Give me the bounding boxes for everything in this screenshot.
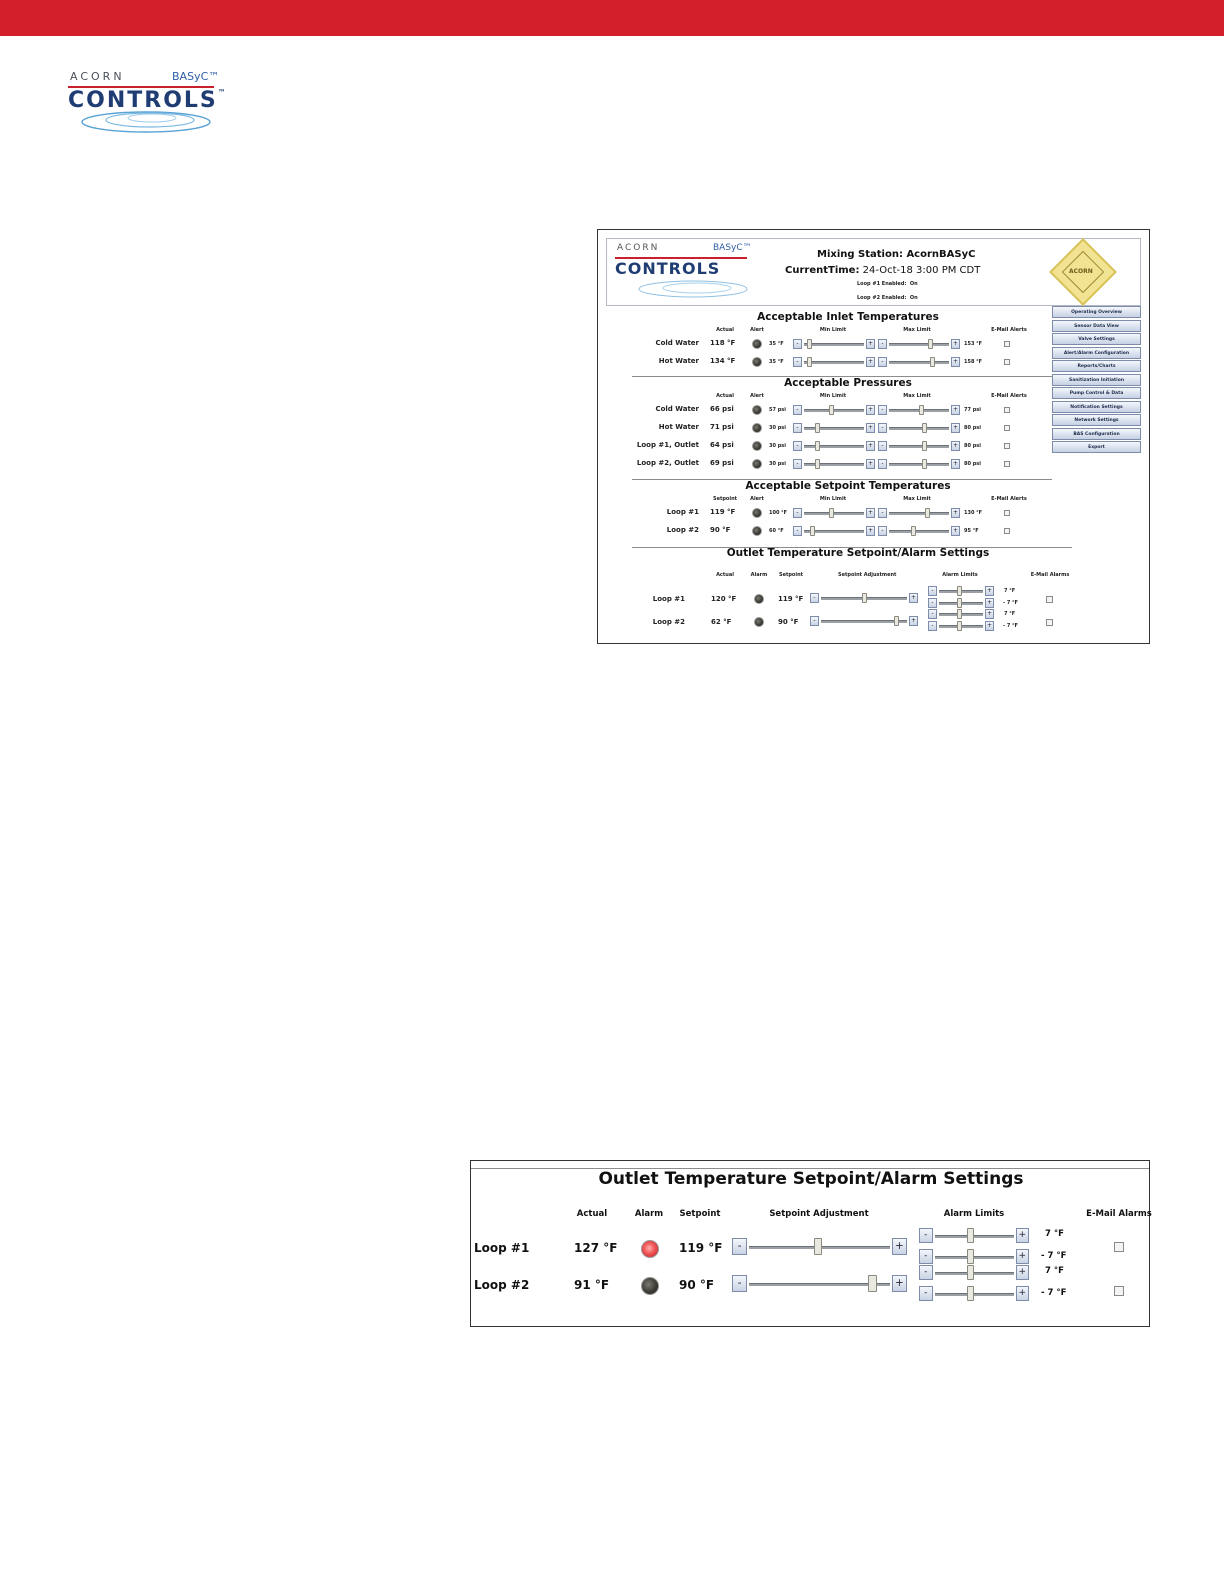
zoom-row-1-email-checkbox[interactable] <box>1114 1242 1124 1252</box>
pressures-row-1-min-minus-button[interactable]: - <box>793 405 802 415</box>
zoom-row-2-setpoint-adjust-plus-button[interactable]: + <box>892 1275 907 1292</box>
outlet-col-alarm: Alarm <box>750 572 768 578</box>
pressures-row-3-min-slider-thumb[interactable] <box>815 441 820 451</box>
pressures-row-4-email-checkbox[interactable] <box>1004 461 1010 467</box>
badge-text: ACORN <box>1069 268 1093 275</box>
outlet-row-1-alarm-led-icon <box>754 594 764 604</box>
pressures-row-3-alert-led-icon <box>752 441 762 451</box>
outlet-row-1-email-checkbox[interactable] <box>1046 596 1053 603</box>
outlet-row-2-label: Loop #2 <box>652 618 685 626</box>
zoom-row-2-setpoint: 90 °F <box>679 1278 715 1292</box>
nav-item-notification-settings[interactable]: Notification Settings <box>1052 401 1141 413</box>
inlet-row-1-actual: 118 °F <box>710 339 736 347</box>
inlet-row-2-min-slider-track[interactable] <box>804 361 864 364</box>
pressures-row-3-min-value: 30 psi <box>769 443 786 449</box>
current-time-value: 24-Oct-18 3:00 PM CDT <box>862 265 981 276</box>
nav-item-alert-alarm-configuration[interactable]: Alert/Alarm Configuration <box>1052 347 1141 359</box>
pressures-col-min-limit: Min Limit <box>819 393 847 399</box>
setpoint-col-alert: Alert <box>750 496 764 502</box>
current-time: CurrentTime: 24-Oct-18 3:00 PM CDT <box>785 265 981 276</box>
pressures-row-4-max-plus-button[interactable]: + <box>952 460 959 467</box>
nav-item-export[interactable]: Export <box>1052 441 1141 453</box>
zoom-col-setpoint: Setpoint <box>679 1209 721 1219</box>
pressures-row-3-min-slider-track[interactable] <box>804 445 864 448</box>
zoom-row-1-alarm-low-slider-thumb[interactable] <box>967 1249 975 1264</box>
pressures-row-3-max-value: 80 psi <box>964 443 981 449</box>
setpoint-row-1-max-slider-thumb[interactable] <box>925 508 930 518</box>
outlet-settings-zoom-screenshot <box>470 1160 1150 1327</box>
zoom-row-1-actual: 127 °F <box>574 1241 618 1255</box>
zoom-row-1-alarm-high-slider-thumb[interactable] <box>967 1228 975 1243</box>
outlet-col-actual: Actual <box>716 572 734 578</box>
pressures-row-1-max-value: 77 psi <box>964 407 981 413</box>
zoom-col-actual: Actual <box>576 1209 608 1219</box>
nav-item-operating-overview[interactable]: Operating Overview <box>1052 306 1141 318</box>
zoom-row-1-setpoint-adjust-slider-thumb[interactable] <box>814 1238 823 1255</box>
nav-item-bas-configuration[interactable]: BAS Configuration <box>1052 428 1141 440</box>
pressures-row-3-min-minus-button[interactable]: - <box>793 441 802 451</box>
outlet-col-e-mail-alarms: E-Mail Alarms <box>1030 572 1070 578</box>
inlet-row-1-max-minus-button[interactable]: - <box>878 339 887 349</box>
pressures-row-4-max-minus-button[interactable]: - <box>878 459 887 469</box>
pressures-row-4-actual: 69 psi <box>710 459 734 467</box>
pressures-row-2-max-plus-button[interactable]: + <box>952 424 959 431</box>
outlet-row-2-alarm-high-value: 7 °F <box>1004 611 1016 617</box>
outlet-col-alarm-limits: Alarm Limits <box>942 572 978 578</box>
outlet-row-1-setpoint-adjust-minus-button[interactable]: - <box>810 593 819 603</box>
zoom-row-1-setpoint-adjust-plus-button[interactable]: + <box>892 1238 907 1255</box>
inlet-row-1-min-slider-track[interactable] <box>804 343 864 346</box>
outlet-row-2-email-checkbox[interactable] <box>1046 619 1053 626</box>
outlet-row-1-setpoint-adjust-slider-thumb[interactable] <box>862 593 867 603</box>
inlet-row-1-min-minus-button[interactable]: - <box>793 339 802 349</box>
inlet-col-alert: Alert <box>750 327 764 333</box>
outlet-row-1-alarm-low-minus-button[interactable]: - <box>928 598 937 608</box>
outlet-row-1-actual: 120 °F <box>711 595 737 603</box>
setpoint-row-1-min-slider-thumb[interactable] <box>829 508 834 518</box>
setpoint-row-1-label: Loop #1 <box>666 508 699 516</box>
pressures-row-3-max-minus-button[interactable]: - <box>878 441 887 451</box>
inlet-row-1-max-value: 153 °F <box>964 341 983 347</box>
zoom-row-2-alarm-low-slider-thumb[interactable] <box>967 1286 975 1301</box>
setpoint-col-min-limit: Min Limit <box>819 496 847 502</box>
setpoint-row-2-email-checkbox[interactable] <box>1004 528 1010 534</box>
zoom-row-2-alarm-led-icon <box>641 1277 659 1295</box>
dashboard-header <box>606 238 1141 306</box>
loop1-enabled: Loop #1 Enabled: On <box>857 281 918 287</box>
pressures-row-3-max-plus-button[interactable]: + <box>952 442 959 449</box>
setpoint-row-2-max-value: 95 °F <box>964 528 979 534</box>
pressures-row-1-min-slider-track[interactable] <box>804 409 864 412</box>
setpoint-row-2-min-value: 60 °F <box>769 528 784 534</box>
pressures-row-2-actual: 71 psi <box>710 423 734 431</box>
pressures-row-2-alert-led-icon <box>752 423 762 433</box>
setpoint-section-title: Acceptable Setpoint Temperatures <box>745 480 951 492</box>
pressures-row-2-label: Hot Water <box>658 423 699 431</box>
inlet-row-2-max-minus-button[interactable]: - <box>878 357 887 367</box>
setpoint-row-1-max-slider-track[interactable] <box>889 512 949 515</box>
pressures-row-3-min-plus-button[interactable]: + <box>867 442 874 449</box>
pressures-row-1-max-slider-thumb[interactable] <box>919 405 924 415</box>
pressures-row-1-actual: 66 psi <box>710 405 734 413</box>
pressures-row-4-min-value: 30 psi <box>769 461 786 467</box>
pressures-col-max-limit: Max Limit <box>903 393 931 399</box>
zoom-row-2-label: Loop #2 <box>474 1278 530 1292</box>
zoom-col-alarm: Alarm <box>634 1209 664 1219</box>
pressures-row-1-label: Cold Water <box>655 405 699 413</box>
pressures-row-4-alert-led-icon <box>752 459 762 469</box>
zoom-col-alarm-limits: Alarm Limits <box>943 1209 1005 1219</box>
pressures-row-3-actual: 64 psi <box>710 441 734 449</box>
outlet-row-1-alarm-high-value: 7 °F <box>1004 588 1016 594</box>
pressures-row-2-email-checkbox[interactable] <box>1004 425 1010 431</box>
zoom-row-2-alarm-high-slider-thumb[interactable] <box>967 1265 975 1280</box>
zoom-row-2-alarm-low-plus-button[interactable]: + <box>1016 1286 1030 1301</box>
inlet-row-2-email-checkbox[interactable] <box>1004 359 1010 365</box>
pressures-row-4-min-slider-thumb[interactable] <box>815 459 820 469</box>
inlet-row-1-max-slider-thumb[interactable] <box>928 339 933 349</box>
nav-item-sanitization-initiation[interactable]: Sanitization Initiation <box>1052 374 1141 386</box>
pressures-row-4-min-minus-button[interactable]: - <box>793 459 802 469</box>
outlet-row-2-alarm-low-plus-button[interactable]: + <box>986 622 993 629</box>
basyc-dashboard-screenshot <box>597 229 1150 644</box>
pressures-row-2-min-slider-track[interactable] <box>804 427 864 430</box>
pressures-row-1-min-slider-thumb[interactable] <box>829 405 834 415</box>
inlet-row-2-max-slider-track[interactable] <box>889 361 949 364</box>
loop2-enabled: Loop #2 Enabled: On <box>857 295 918 301</box>
outlet-row-1-alarm-high-slider-thumb[interactable] <box>957 586 962 596</box>
zoom-row-2-email-checkbox[interactable] <box>1114 1286 1124 1296</box>
dashboard-logo-basyc: BASyC™ <box>713 243 752 253</box>
pressures-row-2-min-slider-thumb[interactable] <box>815 423 820 433</box>
setpoint-row-2-min-plus-button[interactable]: + <box>867 527 874 534</box>
setpoint-row-2-max-slider-thumb[interactable] <box>911 526 916 536</box>
inlet-row-1-email-checkbox[interactable] <box>1004 341 1010 347</box>
zoom-row-1-alarm-high-plus-button[interactable]: + <box>1016 1228 1030 1243</box>
zoom-row-2-alarm-low-minus-button[interactable]: - <box>919 1286 933 1301</box>
pressures-row-1-email-checkbox[interactable] <box>1004 407 1010 413</box>
pressures-row-4-min-plus-button[interactable]: + <box>867 460 874 467</box>
pressures-row-3-max-slider-thumb[interactable] <box>922 441 927 451</box>
zoom-row-1-alarm-low-plus-button[interactable]: + <box>1016 1249 1030 1264</box>
inlet-row-2-max-slider-thumb[interactable] <box>930 357 935 367</box>
setpoint-col-max-limit: Max Limit <box>903 496 931 502</box>
zoom-col-e-mail-alarms: E-Mail Alarms <box>1086 1209 1152 1219</box>
setpoint-col-e-mail-alerts: E-Mail Alerts <box>991 496 1027 502</box>
inlet-row-2-min-plus-button[interactable]: + <box>867 358 874 365</box>
pressures-row-2-min-plus-button[interactable]: + <box>867 424 874 431</box>
inlet-col-actual: Actual <box>716 327 734 333</box>
outlet-col-setpoint: Setpoint <box>778 572 804 578</box>
zoom-section-title: Outlet Temperature Setpoint/Alarm Settings <box>598 1169 1024 1189</box>
pressures-row-2-max-value: 80 psi <box>964 425 981 431</box>
outlet-row-1-alarm-low-plus-button[interactable]: + <box>986 599 993 606</box>
outlet-row-2-alarm-low-minus-button[interactable]: - <box>928 621 937 631</box>
inlet-row-2-max-value: 158 °F <box>964 359 983 365</box>
pressures-row-4-max-slider-thumb[interactable] <box>922 459 927 469</box>
dashboard-logo-ripples-icon <box>629 279 749 301</box>
outlet-row-1-alarm-high-minus-button[interactable]: - <box>928 586 937 596</box>
setpoint-row-1-min-minus-button[interactable]: - <box>793 508 802 518</box>
pressures-row-1-alert-led-icon <box>752 405 762 415</box>
pressures-row-3-email-checkbox[interactable] <box>1004 443 1010 449</box>
setpoint-row-1-max-plus-button[interactable]: + <box>952 509 959 516</box>
nav-item-pump-control-data[interactable]: Pump Control & Data <box>1052 387 1141 399</box>
outlet-row-2-alarm-low-value: - 7 °F <box>1003 623 1018 629</box>
outlet-row-1-alarm-low-value: - 7 °F <box>1003 600 1018 606</box>
setpoint-row-1-max-minus-button[interactable]: - <box>878 508 887 518</box>
zoom-row-1-alarm-low-value: - 7 °F <box>1041 1251 1067 1261</box>
zoom-row-2-alarm-low-value: - 7 °F <box>1041 1288 1067 1298</box>
pressures-row-1-min-value: 57 psi <box>769 407 786 413</box>
outlet-row-1-setpoint: 119 °F <box>778 595 804 603</box>
pressures-row-2-max-slider-thumb[interactable] <box>922 423 927 433</box>
pressures-row-4-max-value: 80 psi <box>964 461 981 467</box>
pressures-col-actual: Actual <box>716 393 734 399</box>
inlet-row-1-max-slider-track[interactable] <box>889 343 949 346</box>
outlet-row-2-alarm-led-icon <box>754 617 764 627</box>
zoom-col-setpoint-adjustment: Setpoint Adjustment <box>769 1209 869 1219</box>
setpoint-col-setpoint: Setpoint <box>712 496 738 502</box>
nav-item-reports-charts[interactable]: Reports/Charts <box>1052 360 1141 372</box>
zoom-row-2-setpoint-adjust-minus-button[interactable]: - <box>732 1275 747 1292</box>
outlet-row-2-alarm-high-minus-button[interactable]: - <box>928 609 937 619</box>
setpoint-row-1-alert-led-icon <box>752 508 762 518</box>
inlet-row-1-alert-led-icon <box>752 339 762 349</box>
acorn-controls-logo <box>68 68 226 140</box>
outlet-col-setpoint-adjustment: Setpoint Adjustment <box>838 572 897 578</box>
logo-water-ripples-icon <box>68 108 214 138</box>
inlet-row-2-max-plus-button[interactable]: + <box>952 358 959 365</box>
zoom-row-2-actual: 91 °F <box>574 1278 610 1292</box>
pressures-row-4-max-slider-track[interactable] <box>889 463 949 466</box>
pressures-row-2-max-slider-track[interactable] <box>889 427 949 430</box>
inlet-col-max-limit: Max Limit <box>903 327 931 333</box>
zoom-row-1-alarm-led-icon <box>641 1240 659 1258</box>
pressures-row-3-max-slider-track[interactable] <box>889 445 949 448</box>
outlet-row-2-setpoint-adjust-minus-button[interactable]: - <box>810 616 819 626</box>
outlet-row-2-alarm-high-slider-thumb[interactable] <box>957 609 962 619</box>
setpoint-row-1-max-value: 130 °F <box>964 510 983 516</box>
setpoint-row-1-min-plus-button[interactable]: + <box>867 509 874 516</box>
inlet-row-2-min-value: 35 °F <box>769 359 784 365</box>
zoom-row-1-alarm-high-minus-button[interactable]: - <box>919 1228 933 1243</box>
outlet-row-1-label: Loop #1 <box>652 595 685 603</box>
inlet-row-2-actual: 134 °F <box>710 357 736 365</box>
zoom-row-2-alarm-high-plus-button[interactable]: + <box>1016 1265 1030 1280</box>
setpoint-row-2-max-slider-track[interactable] <box>889 530 949 533</box>
logo-basyc-text: BASyC™ <box>172 70 220 83</box>
pressures-col-alert: Alert <box>750 393 764 399</box>
pressures-row-4-min-slider-track[interactable] <box>804 463 864 466</box>
zoom-row-2-alarm-high-minus-button[interactable]: - <box>919 1265 933 1280</box>
brand-header-bar <box>0 0 1224 36</box>
outlet-row-1-alarm-low-slider-thumb[interactable] <box>957 598 962 608</box>
inlet-row-1-max-plus-button[interactable]: + <box>952 340 959 347</box>
inlet-row-2-label: Hot Water <box>658 357 699 365</box>
outlet-row-2-alarm-low-slider-thumb[interactable] <box>957 621 962 631</box>
outlet-row-2-setpoint-adjust-plus-button[interactable]: + <box>910 617 917 624</box>
setpoint-row-2-min-minus-button[interactable]: - <box>793 526 802 536</box>
setpoint-row-2-label: Loop #2 <box>666 526 699 534</box>
outlet-row-1-alarm-high-plus-button[interactable]: + <box>986 587 993 594</box>
setpoint-row-1-actual: 119 °F <box>710 508 736 516</box>
inlet-row-2-alert-led-icon <box>752 357 762 367</box>
outlet-row-1-setpoint-adjust-plus-button[interactable]: + <box>910 594 917 601</box>
inlet-row-1-label: Cold Water <box>655 339 699 347</box>
pressures-row-1-max-plus-button[interactable]: + <box>952 406 959 413</box>
inlet-row-1-min-slider-thumb[interactable] <box>807 339 812 349</box>
inlet-row-1-min-value: 35 °F <box>769 341 784 347</box>
zoom-row-1-setpoint: 119 °F <box>679 1241 723 1255</box>
inlet-col-e-mail-alerts: E-Mail Alerts <box>991 327 1027 333</box>
pressures-row-4-label: Loop #2, Outlet <box>636 459 699 467</box>
inlet-section-title: Acceptable Inlet Temperatures <box>757 311 939 323</box>
nav-item-valve-settings[interactable]: Valve Settings <box>1052 333 1141 345</box>
setpoint-row-2-alert-led-icon <box>752 526 762 536</box>
setpoint-row-2-min-slider-thumb[interactable] <box>810 526 815 536</box>
zoom-row-1-alarm-low-minus-button[interactable]: - <box>919 1249 933 1264</box>
pressures-row-3-label: Loop #1, Outlet <box>636 441 699 449</box>
zoom-row-2-setpoint-adjust-slider-thumb[interactable] <box>868 1275 877 1292</box>
logo-acorn-text: ACORN <box>70 70 125 83</box>
inlet-row-2-min-slider-thumb[interactable] <box>807 357 812 367</box>
setpoint-row-2-max-plus-button[interactable]: + <box>952 527 959 534</box>
station-value: AcornBASyC <box>906 249 976 260</box>
inlet-col-min-limit: Min Limit <box>819 327 847 333</box>
setpoint-row-2-max-minus-button[interactable]: - <box>878 526 887 536</box>
pressures-col-e-mail-alerts: E-Mail Alerts <box>991 393 1027 399</box>
zoom-row-2-alarm-high-value: 7 °F <box>1045 1266 1064 1276</box>
pressures-row-2-min-value: 30 psi <box>769 425 786 431</box>
setpoint-row-1-min-slider-track[interactable] <box>804 512 864 515</box>
pressures-row-1-max-minus-button[interactable]: - <box>878 405 887 415</box>
zoom-row-1-alarm-high-value: 7 °F <box>1045 1229 1064 1239</box>
pressures-section-title: Acceptable Pressures <box>784 377 912 389</box>
outlet-section-title: Outlet Temperature Setpoint/Alarm Settings <box>726 547 990 559</box>
nav-item-sensor-data-view[interactable]: Sensor Data View <box>1052 320 1141 332</box>
outlet-row-2-actual: 62 °F <box>711 618 732 626</box>
outlet-row-2-alarm-high-plus-button[interactable]: + <box>986 610 993 617</box>
pressures-row-2-min-minus-button[interactable]: - <box>793 423 802 433</box>
pressures-row-2-max-minus-button[interactable]: - <box>878 423 887 433</box>
nav-item-network-settings[interactable]: Network Settings <box>1052 414 1141 426</box>
setpoint-row-1-min-value: 100 °F <box>769 510 788 516</box>
inlet-row-2-min-minus-button[interactable]: - <box>793 357 802 367</box>
setpoint-row-1-email-checkbox[interactable] <box>1004 510 1010 516</box>
outlet-row-2-setpoint: 90 °F <box>778 618 799 626</box>
station-label: Mixing Station: AcornBASyC <box>817 249 976 260</box>
dashboard-logo-acorn: ACORN <box>617 243 660 253</box>
outlet-row-2-setpoint-adjust-slider-thumb[interactable] <box>894 616 899 626</box>
zoom-row-1-label: Loop #1 <box>474 1241 530 1255</box>
pressures-row-1-min-plus-button[interactable]: + <box>867 406 874 413</box>
dashboard-logo-controls: CONTROLS <box>615 259 721 278</box>
logo-controls-text: CONTROLS™ <box>68 88 226 113</box>
setpoint-row-2-actual: 90 °F <box>710 526 731 534</box>
zoom-row-1-setpoint-adjust-minus-button[interactable]: - <box>732 1238 747 1255</box>
inlet-row-1-min-plus-button[interactable]: + <box>867 340 874 347</box>
